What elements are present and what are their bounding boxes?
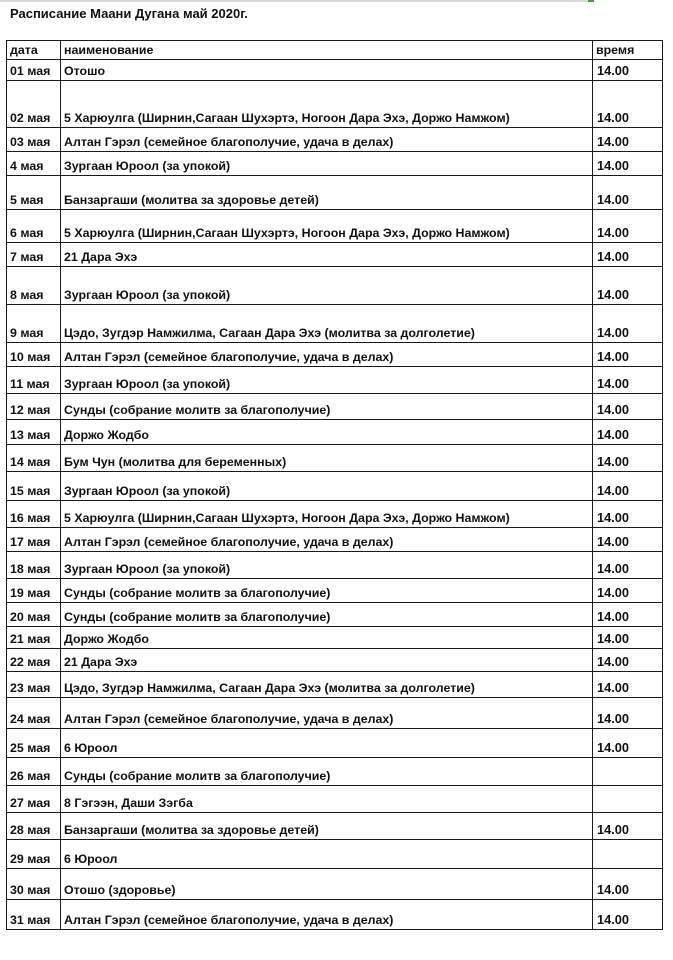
table-row bbox=[7, 210, 663, 243]
table-row bbox=[7, 627, 663, 649]
row-name: 5 Харюулга (Ширнин,Сагаан Шухэртэ, Ногоон Дара Эхэ, Доржо Намжом) bbox=[61, 501, 593, 528]
row-time: 14.00 bbox=[593, 60, 663, 81]
row-date: 11 мая bbox=[7, 367, 61, 394]
row-time: 14.00 bbox=[593, 472, 663, 501]
table-row bbox=[7, 900, 663, 930]
row-name: Бум Чун (молитва для беременных) bbox=[61, 445, 593, 472]
header-row bbox=[7, 41, 663, 60]
table-row bbox=[7, 698, 663, 729]
row-date: 10 мая bbox=[7, 343, 61, 367]
row-date: 27 мая bbox=[7, 786, 61, 813]
table-row bbox=[7, 528, 663, 552]
row-time: 14.00 bbox=[593, 649, 663, 672]
row-time: 14.00 bbox=[593, 267, 663, 305]
table-row bbox=[7, 445, 663, 472]
row-time: 14.00 bbox=[593, 81, 663, 128]
row-date: 7 мая bbox=[7, 243, 61, 267]
row-name: 5 Харюулга (Ширнин,Сагаан Шухэртэ, Ногоон Дара Эхэ, Доржо Намжом) bbox=[61, 81, 593, 128]
row-name: Зургаан Юроол (за упокой) bbox=[61, 552, 593, 579]
row-date: 22 мая bbox=[7, 649, 61, 672]
page-title: Расписание Маани Дугана май 2020г. bbox=[10, 6, 248, 21]
row-name: Цэдо, Зугдэр Намжилма, Сагаан Дара Эхэ (молитва за долголетие) bbox=[61, 305, 593, 343]
table-row bbox=[7, 672, 663, 698]
row-date: 21 мая bbox=[7, 627, 61, 649]
top-green-mark bbox=[588, 0, 594, 2]
table-row bbox=[7, 603, 663, 627]
row-name: Зургаан Юроол (за упокой) bbox=[61, 367, 593, 394]
table-row bbox=[7, 128, 663, 152]
top-border-line bbox=[0, 0, 592, 2]
row-name: 5 Харюулга (Ширнин,Сагаан Шухэртэ, Ногоон Дара Эхэ, Доржо Намжом) bbox=[61, 210, 593, 243]
table-row bbox=[7, 813, 663, 840]
table-row bbox=[7, 869, 663, 900]
row-name: 6 Юроол bbox=[61, 840, 593, 869]
table-row bbox=[7, 840, 663, 869]
row-time: 14.00 bbox=[593, 152, 663, 176]
table-row bbox=[7, 243, 663, 267]
row-date: 30 мая bbox=[7, 869, 61, 900]
row-time: 14.00 bbox=[593, 394, 663, 420]
row-name: Сунды (собрание молитв за благополучие) bbox=[61, 758, 593, 786]
row-name: 21 Дара Эхэ bbox=[61, 243, 593, 267]
table-row bbox=[7, 267, 663, 305]
table-row bbox=[7, 60, 663, 81]
row-time: 14.00 bbox=[593, 627, 663, 649]
row-date: 14 мая bbox=[7, 445, 61, 472]
row-date: 18 мая bbox=[7, 552, 61, 579]
row-name: 21 Дара Эхэ bbox=[61, 649, 593, 672]
row-name: Алтан Гэрэл (семейное благополучие, удача в делах) bbox=[61, 900, 593, 930]
row-date: 5 мая bbox=[7, 176, 61, 210]
row-date: 02 мая bbox=[7, 81, 61, 128]
row-time: 14.00 bbox=[593, 869, 663, 900]
row-time: 14.00 bbox=[593, 445, 663, 472]
table-row bbox=[7, 176, 663, 210]
header-name: наименование bbox=[61, 41, 593, 60]
row-name: Банзаргаши (молитва за здоровье детей) bbox=[61, 176, 593, 210]
table-row bbox=[7, 420, 663, 445]
table-row bbox=[7, 472, 663, 501]
row-date: 19 мая bbox=[7, 579, 61, 603]
row-time: 14.00 bbox=[593, 176, 663, 210]
row-time: 14.00 bbox=[593, 900, 663, 930]
row-time: 14.00 bbox=[593, 579, 663, 603]
row-time: 14.00 bbox=[593, 243, 663, 267]
row-time: 14.00 bbox=[593, 552, 663, 579]
row-name: Отошо (здоровье) bbox=[61, 869, 593, 900]
table-row bbox=[7, 81, 663, 128]
row-name: Алтан Гэрэл (семейное благополучие, удача в делах) bbox=[61, 128, 593, 152]
row-time bbox=[593, 758, 663, 786]
row-date: 01 мая bbox=[7, 60, 61, 81]
row-time: 14.00 bbox=[593, 343, 663, 367]
row-time: 14.00 bbox=[593, 698, 663, 729]
table-row bbox=[7, 758, 663, 786]
table-row bbox=[7, 579, 663, 603]
row-name: Зургаан Юроол (за упокой) bbox=[61, 152, 593, 176]
table-row bbox=[7, 343, 663, 367]
row-date: 4 мая bbox=[7, 152, 61, 176]
row-time: 14.00 bbox=[593, 210, 663, 243]
row-name: Цэдо, Зугдэр Намжилма, Сагаан Дара Эхэ (молитва за долголетие) bbox=[61, 672, 593, 698]
row-name: Отошо bbox=[61, 60, 593, 81]
row-name: Банзаргаши (молитва за здоровье детей) bbox=[61, 813, 593, 840]
table-row bbox=[7, 305, 663, 343]
table-row bbox=[7, 552, 663, 579]
row-date: 26 мая bbox=[7, 758, 61, 786]
header-date: дата bbox=[7, 41, 61, 60]
header-time: время bbox=[593, 41, 663, 60]
table-row bbox=[7, 501, 663, 528]
row-date: 16 мая bbox=[7, 501, 61, 528]
row-date: 29 мая bbox=[7, 840, 61, 869]
row-date: 03 мая bbox=[7, 128, 61, 152]
row-name: Алтан Гэрэл (семейное благополучие, удача в делах) bbox=[61, 698, 593, 729]
row-time: 14.00 bbox=[593, 528, 663, 552]
row-name: Алтан Гэрэл (семейное благополучие, удача в делах) bbox=[61, 528, 593, 552]
row-date: 13 мая bbox=[7, 420, 61, 445]
row-time: 14.00 bbox=[593, 672, 663, 698]
row-date: 20 мая bbox=[7, 603, 61, 627]
row-time bbox=[593, 786, 663, 813]
row-name: Зургаан Юроол (за упокой) bbox=[61, 472, 593, 501]
row-date: 28 мая bbox=[7, 813, 61, 840]
row-name: Доржо Жодбо bbox=[61, 420, 593, 445]
row-time: 14.00 bbox=[593, 367, 663, 394]
row-name: Алтан Гэрэл (семейное благополучие, удача в делах) bbox=[61, 343, 593, 367]
row-date: 24 мая bbox=[7, 698, 61, 729]
row-date: 15 мая bbox=[7, 472, 61, 501]
row-time: 14.00 bbox=[593, 305, 663, 343]
row-date: 12 мая bbox=[7, 394, 61, 420]
row-date: 23 мая bbox=[7, 672, 61, 698]
row-name: 8 Гэгээн, Даши Зэгба bbox=[61, 786, 593, 813]
table-row bbox=[7, 394, 663, 420]
row-name: Доржо Жодбо bbox=[61, 627, 593, 649]
row-date: 25 мая bbox=[7, 729, 61, 758]
row-time: 14.00 bbox=[593, 420, 663, 445]
row-time bbox=[593, 840, 663, 869]
table-row bbox=[7, 786, 663, 813]
row-time: 14.00 bbox=[593, 128, 663, 152]
table-row bbox=[7, 649, 663, 672]
row-date: 31 мая bbox=[7, 900, 61, 930]
row-date: 17 мая bbox=[7, 528, 61, 552]
row-name: Сунды (собрание молитв за благополучие) bbox=[61, 603, 593, 627]
row-time: 14.00 bbox=[593, 813, 663, 840]
schedule-table bbox=[6, 40, 663, 930]
row-date: 8 мая bbox=[7, 267, 61, 305]
table-row bbox=[7, 152, 663, 176]
row-time: 14.00 bbox=[593, 501, 663, 528]
row-name: Сунды (собрание молитв за благополучие) bbox=[61, 394, 593, 420]
table-row bbox=[7, 729, 663, 758]
row-name: 6 Юроол bbox=[61, 729, 593, 758]
row-date: 9 мая bbox=[7, 305, 61, 343]
row-name: Зургаан Юроол (за упокой) bbox=[61, 267, 593, 305]
row-time: 14.00 bbox=[593, 729, 663, 758]
table-row bbox=[7, 367, 663, 394]
row-name: Сунды (собрание молитв за благополучие) bbox=[61, 579, 593, 603]
row-time: 14.00 bbox=[593, 603, 663, 627]
row-date: 6 мая bbox=[7, 210, 61, 243]
